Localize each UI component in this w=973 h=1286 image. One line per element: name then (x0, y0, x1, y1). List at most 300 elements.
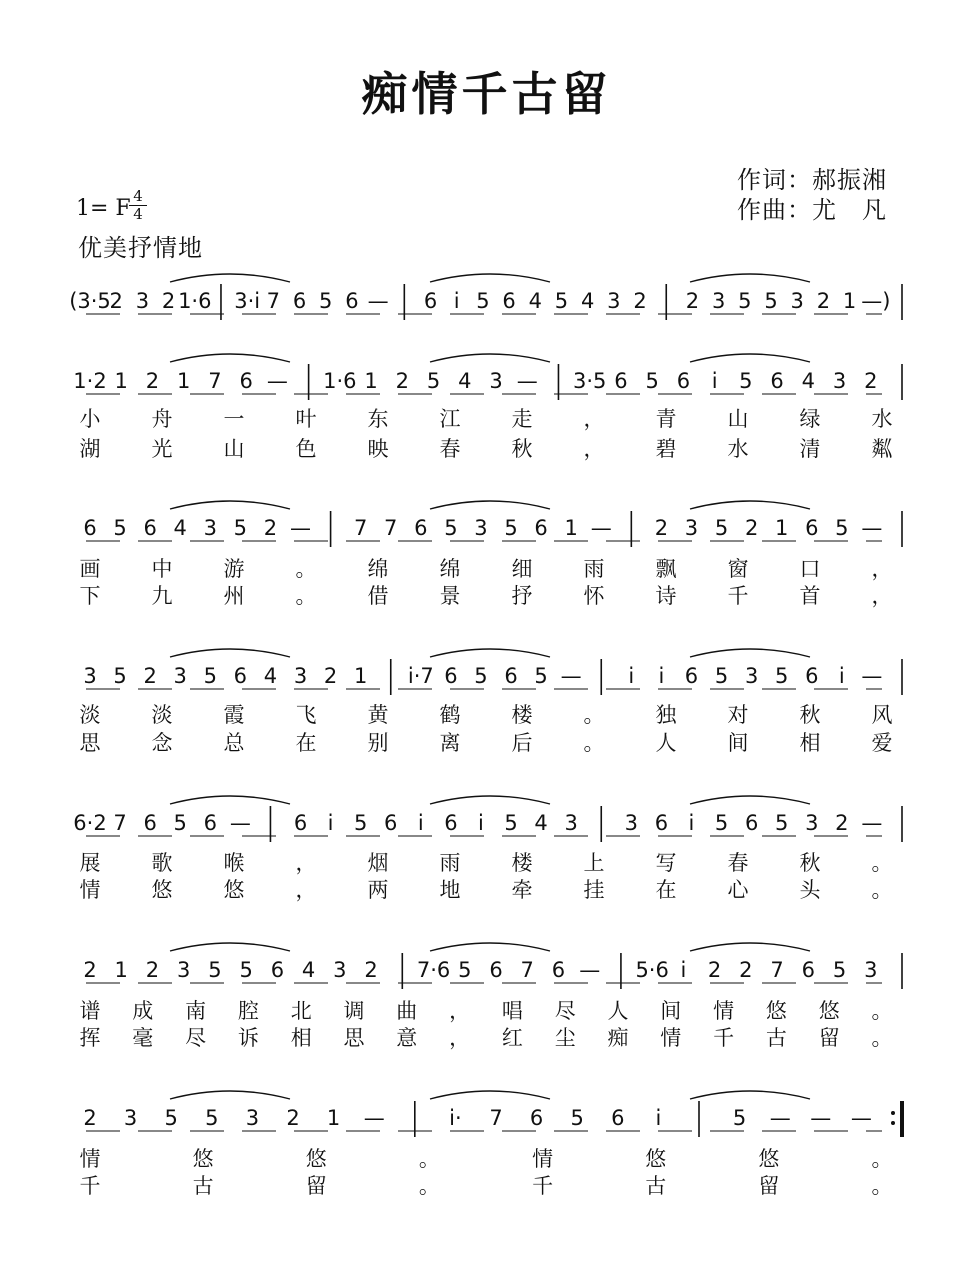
note: 6 (489, 958, 503, 982)
lyric-char: 古 (765, 1026, 787, 1050)
note: i (453, 289, 460, 313)
note: 2 (161, 289, 176, 313)
note: 2 (286, 1106, 300, 1130)
lyric-char: 口 (799, 557, 821, 581)
note: 5 (714, 516, 729, 540)
note: 3 (123, 1106, 138, 1130)
note: 2 (145, 958, 160, 982)
lyric-char: 后 (511, 731, 533, 755)
lyric-char: 情 (713, 999, 735, 1023)
note: 2 (707, 958, 722, 982)
note: 6 (239, 369, 253, 393)
lyric-char: 爱 (871, 731, 893, 755)
note: 3 (624, 811, 639, 835)
lyric-char: 光 (151, 437, 173, 461)
note: 1 (353, 664, 368, 688)
lyric-char: 展 (79, 851, 101, 875)
slur (690, 501, 810, 509)
lyric-char: 江 (439, 407, 461, 431)
lyric-char: 色 (295, 437, 317, 461)
lyric-char: 楼 (511, 851, 533, 875)
slur (170, 943, 290, 951)
note: 6 (345, 289, 359, 313)
lyric-char: 思 (79, 731, 101, 755)
note: 6·2 (73, 811, 107, 835)
lyric-char: 细 (511, 557, 533, 581)
note: 5 (732, 1106, 747, 1130)
lyric-char: ， (449, 999, 471, 1023)
score-system-6 (80, 943, 903, 1051)
note: 5·6 (635, 958, 669, 982)
note: 5 (714, 664, 729, 688)
lyric-char: 千 (727, 584, 749, 608)
lyric-char: 借 (367, 584, 389, 608)
note: 6 (444, 811, 458, 835)
lyric-char: ， (871, 557, 893, 581)
lyric-char: 叶 (295, 407, 317, 431)
note: 6 (805, 664, 819, 688)
lyric-char: 离 (439, 731, 461, 755)
note: 6 (270, 958, 285, 982)
note: 5 (113, 516, 127, 540)
note: 2 (323, 664, 338, 688)
note: i· (449, 1106, 462, 1130)
note: 4 (801, 369, 815, 393)
note: 3 (711, 289, 726, 313)
note: — (363, 1106, 385, 1130)
note: 6 (384, 811, 398, 835)
lyric-char: 留 (758, 1174, 780, 1198)
lyric-char: 。 (418, 1147, 440, 1171)
lyric-char: 尽 (554, 999, 576, 1023)
note: 2 (263, 516, 278, 540)
note: 5 (444, 516, 458, 540)
lyric-char: 情 (532, 1147, 554, 1171)
note: 2 (739, 958, 753, 982)
lyric-char: 歌 (151, 851, 173, 875)
note: — (560, 664, 582, 688)
lyric-char: 秋 (799, 703, 821, 727)
note: 1 (775, 516, 789, 540)
lyric-char: 别 (367, 731, 389, 755)
lyric-char: 。 (295, 584, 317, 608)
note: i (838, 664, 845, 688)
lyric-char: 牵 (511, 878, 533, 902)
lyric-char: 成 (132, 999, 154, 1023)
note: 5 (739, 369, 753, 393)
lyric-char: 唱 (501, 999, 523, 1023)
note: 3 (864, 958, 878, 982)
lyric-char: 绿 (799, 407, 821, 431)
note: 1 (326, 1106, 341, 1130)
note: 2 (654, 516, 669, 540)
note: 3 (333, 958, 347, 982)
note: 5 (233, 516, 248, 540)
note: — (810, 1106, 832, 1130)
slur (690, 796, 810, 804)
note: i (711, 369, 718, 393)
lyric-char: ， (295, 878, 317, 902)
lyric-char: 曲 (396, 999, 418, 1023)
lyric-char: 飞 (295, 703, 317, 727)
lyric-char: 秋 (511, 437, 533, 461)
note: 6 (83, 516, 97, 540)
slur (430, 649, 550, 657)
score-system-7 (80, 1091, 903, 1198)
slur (430, 501, 550, 509)
note: 6 (744, 811, 759, 835)
lyric-char: 飘 (655, 557, 677, 581)
lyric-char: 窗 (727, 557, 749, 581)
slur (430, 943, 550, 951)
lyric-char: ， (583, 407, 605, 431)
note: 5 (775, 811, 789, 835)
lyric-char: ， (871, 584, 893, 608)
lyric-char: 千 (532, 1174, 554, 1198)
lyric-char: 上 (583, 851, 605, 875)
note: 5 (570, 1106, 584, 1130)
note: 2 (864, 369, 878, 393)
lyric-char: 悠 (818, 999, 840, 1023)
note: 5 (554, 289, 569, 313)
note: 3 (135, 289, 150, 313)
lyric-char: 相 (799, 731, 821, 755)
lyric-char: 青 (655, 407, 677, 431)
lyric-char: 留 (818, 1026, 840, 1050)
note: 6 (551, 958, 566, 982)
note: i·7 (407, 664, 434, 688)
lyric-char: 挥 (79, 1026, 101, 1050)
lyric-char: 留 (305, 1174, 327, 1198)
note: — (769, 1106, 791, 1130)
lyric-char: 。 (871, 1026, 893, 1050)
slur (430, 796, 550, 804)
slur (690, 354, 810, 362)
note: — (861, 811, 883, 835)
lyric-char: 诗 (655, 584, 677, 608)
note: 1·6 (323, 369, 357, 393)
lyric-char: 两 (367, 878, 389, 902)
note: 5 (353, 811, 368, 835)
note: 7 (770, 958, 784, 982)
note: — (590, 516, 612, 540)
note: 6 (414, 516, 428, 540)
lyric-char: 画 (79, 557, 101, 581)
lyric-char: 间 (727, 731, 749, 755)
note: 3 (564, 811, 578, 835)
lyric-char: 下 (79, 584, 101, 608)
composer-credit: 作曲：尤 凡 (737, 196, 887, 224)
note: 6 (529, 1106, 544, 1130)
lyric-char: 意 (396, 1026, 418, 1050)
note: 7 (208, 369, 222, 393)
slur (170, 1091, 290, 1099)
note: (3·5 (69, 289, 111, 313)
lyric-char: 情 (660, 1026, 682, 1050)
lyric-char: 粼 (871, 437, 893, 461)
note: 5 (113, 664, 127, 688)
lyric-char: 水 (871, 407, 893, 431)
lyric-char: 悠 (305, 1147, 327, 1171)
score-system-3 (80, 501, 903, 609)
slur (690, 649, 810, 657)
note: 4 (263, 664, 278, 688)
lyric-char: 在 (295, 731, 317, 755)
lyric-char: 山 (727, 407, 749, 431)
note: i (655, 1106, 662, 1130)
note: 6 (534, 516, 548, 540)
time-signature-top: 4 (133, 187, 143, 205)
lyric-char: 地 (439, 878, 461, 902)
note: 2 (364, 958, 378, 982)
lyric-char: 人 (655, 731, 677, 755)
lyric-char: 春 (727, 851, 749, 875)
slur (690, 943, 810, 951)
note: i (628, 664, 635, 688)
lyric-char: 东 (367, 407, 389, 431)
lyric-char: 挂 (583, 878, 605, 902)
lyric-char: 千 (713, 1026, 735, 1050)
lyric-char: 相 (290, 1026, 312, 1050)
lyric-char: 古 (192, 1174, 214, 1198)
note: 5 (645, 369, 659, 393)
note: 6 (805, 516, 819, 540)
note: 1 (177, 369, 191, 393)
note: 5 (738, 289, 752, 313)
note: 3·i (234, 289, 261, 313)
lyric-char: 悠 (192, 1147, 214, 1171)
lyric-char: 头 (799, 878, 821, 902)
note: 2 (744, 516, 759, 540)
lyric-char: 红 (501, 1026, 523, 1050)
note: 6 (614, 369, 628, 393)
note: 6 (502, 289, 516, 313)
note: i (680, 958, 687, 982)
note: 3 (293, 664, 308, 688)
score-system-2 (73, 354, 902, 462)
note: 5 (534, 664, 548, 688)
note: 2 (83, 958, 97, 982)
lyric-char: 淡 (79, 703, 101, 727)
slur (430, 354, 550, 362)
lyric-char: 一 (223, 407, 245, 431)
lyric-char: 南 (185, 999, 207, 1023)
note: 3 (203, 516, 217, 540)
lyric-char: 腔 (237, 999, 259, 1023)
lyric-char: 。 (871, 878, 893, 902)
note: 6 (143, 811, 157, 835)
note: — (516, 369, 538, 393)
note: 1·2 (73, 369, 107, 393)
note: 7 (384, 516, 398, 540)
lyric-char: 调 (343, 999, 365, 1023)
note: — (861, 516, 883, 540)
note: — (266, 369, 288, 393)
lyric-char: 人 (607, 999, 629, 1023)
note: —) (861, 289, 891, 313)
note: 5 (832, 958, 847, 982)
note: 6 (444, 664, 458, 688)
lyric-char: 千 (79, 1174, 101, 1198)
note: 6 (654, 811, 669, 835)
note: 6 (143, 516, 157, 540)
slur (430, 274, 550, 282)
lyric-char: 思 (343, 1026, 365, 1050)
lyric-char: 绵 (439, 557, 461, 581)
repeat-dot (891, 1121, 895, 1125)
lyric-char: 。 (418, 1174, 440, 1198)
lyric-char: 喉 (223, 851, 245, 875)
lyric-char: 。 (871, 1174, 893, 1198)
slur (690, 1091, 810, 1099)
lyric-char: 水 (727, 437, 749, 461)
note: — (850, 1106, 872, 1130)
lyric-char: ， (449, 1026, 471, 1050)
note: 1 (364, 369, 378, 393)
note: 2 (109, 289, 123, 313)
note: — (229, 811, 251, 835)
lyric-char: 总 (223, 731, 245, 755)
time-signature-bottom: 4 (133, 205, 143, 223)
note: 5 (835, 516, 849, 540)
slur (170, 274, 290, 282)
note: 4 (580, 289, 595, 313)
lyric-char: 北 (290, 999, 312, 1023)
slur (430, 1091, 550, 1099)
note: — (367, 289, 389, 313)
lyric-char: 。 (583, 703, 605, 727)
note: 6 (676, 369, 691, 393)
note: 7·6 (416, 958, 451, 982)
note: 4 (458, 369, 472, 393)
lyric-char: 。 (295, 557, 317, 581)
note: 5 (205, 1106, 219, 1130)
note: 3 (245, 1106, 260, 1130)
lyric-char: 中 (151, 557, 173, 581)
note: 3 (790, 289, 804, 313)
note: 2 (143, 664, 157, 688)
note: i (417, 811, 424, 835)
note: 3 (177, 958, 191, 982)
lyric-char: 怀 (583, 584, 605, 608)
lyric-char: 淡 (151, 703, 173, 727)
note: 5 (239, 958, 253, 982)
slur (170, 501, 290, 509)
lyric-char: 抒 (511, 584, 533, 608)
note: 6 (770, 369, 784, 393)
lyric-char: 鹤 (439, 703, 461, 727)
note: 5 (208, 958, 222, 982)
lyric-char: 谱 (79, 999, 101, 1023)
lyric-char: 湖 (79, 437, 101, 461)
slur (690, 274, 810, 282)
lyric-char: 。 (871, 851, 893, 875)
note: 2 (685, 289, 700, 313)
note: — (861, 664, 883, 688)
lyric-char: 对 (727, 703, 749, 727)
note: 4 (173, 516, 187, 540)
lyric-char: ， (583, 437, 605, 461)
song-title: 痴情千古留 (361, 67, 612, 121)
slur (170, 354, 290, 362)
score-system-4 (80, 649, 903, 755)
lyric-char: 绵 (367, 557, 389, 581)
note: 3 (832, 369, 847, 393)
note: 1 (842, 289, 857, 313)
lyric-char: 。 (871, 999, 893, 1023)
lyric-char: 情 (79, 878, 101, 902)
note: 3 (474, 516, 488, 540)
slur (170, 796, 290, 804)
note: 6 (684, 664, 699, 688)
lyric-char: 舟 (151, 407, 173, 431)
note: 1 (114, 369, 128, 393)
note: 6 (293, 811, 308, 835)
lyric-char: 雨 (583, 557, 605, 581)
note: i (478, 811, 484, 835)
note: 5 (764, 289, 778, 313)
lyric-char: 碧 (655, 437, 677, 461)
note: 5 (164, 1106, 178, 1130)
note: 5 (203, 664, 217, 688)
lyric-char: 悠 (223, 878, 245, 902)
score-system-5 (73, 796, 902, 903)
note: 5 (319, 289, 333, 313)
note: 3 (607, 289, 621, 313)
lyric-char: 首 (799, 584, 821, 608)
lyric-char: 霞 (223, 703, 245, 727)
lyric-char: 清 (799, 437, 821, 461)
note: 1·6 (178, 289, 212, 313)
lyric-char: 九 (151, 584, 173, 608)
note: 3 (83, 664, 97, 688)
lyric-char: 诉 (237, 1026, 259, 1050)
lyric-char: 情 (79, 1147, 101, 1171)
note: 5 (476, 289, 490, 313)
slur (170, 649, 290, 657)
note: 5 (458, 958, 472, 982)
note: 2 (395, 369, 409, 393)
lyric-char: 悠 (151, 878, 173, 902)
note: 4 (534, 811, 548, 835)
repeat-dot (891, 1111, 895, 1115)
note: 1 (114, 958, 128, 982)
lyric-char: 悠 (645, 1147, 667, 1171)
note: 1 (564, 516, 578, 540)
note: 7 (489, 1106, 503, 1130)
lyric-char: 尘 (554, 1026, 576, 1050)
lyric-char: 心 (727, 878, 749, 902)
lyric-char: 山 (223, 437, 245, 461)
lyric-char: 写 (655, 851, 677, 875)
note: 4 (301, 958, 316, 982)
lyric-char: ， (295, 851, 317, 875)
note: 6 (292, 289, 307, 313)
note: 3 (805, 811, 819, 835)
note: 6 (504, 664, 518, 688)
note: 5 (173, 811, 187, 835)
lyric-char: 映 (367, 437, 389, 461)
note: 2 (835, 811, 849, 835)
lyric-char: 景 (439, 584, 461, 608)
note: 5 (504, 811, 518, 835)
lyric-char: 州 (223, 584, 245, 608)
note: 6 (233, 664, 248, 688)
lyric-char: 风 (871, 703, 893, 727)
note: 6 (801, 958, 815, 982)
note: — (579, 958, 601, 982)
lyric-char: 小 (79, 407, 101, 431)
